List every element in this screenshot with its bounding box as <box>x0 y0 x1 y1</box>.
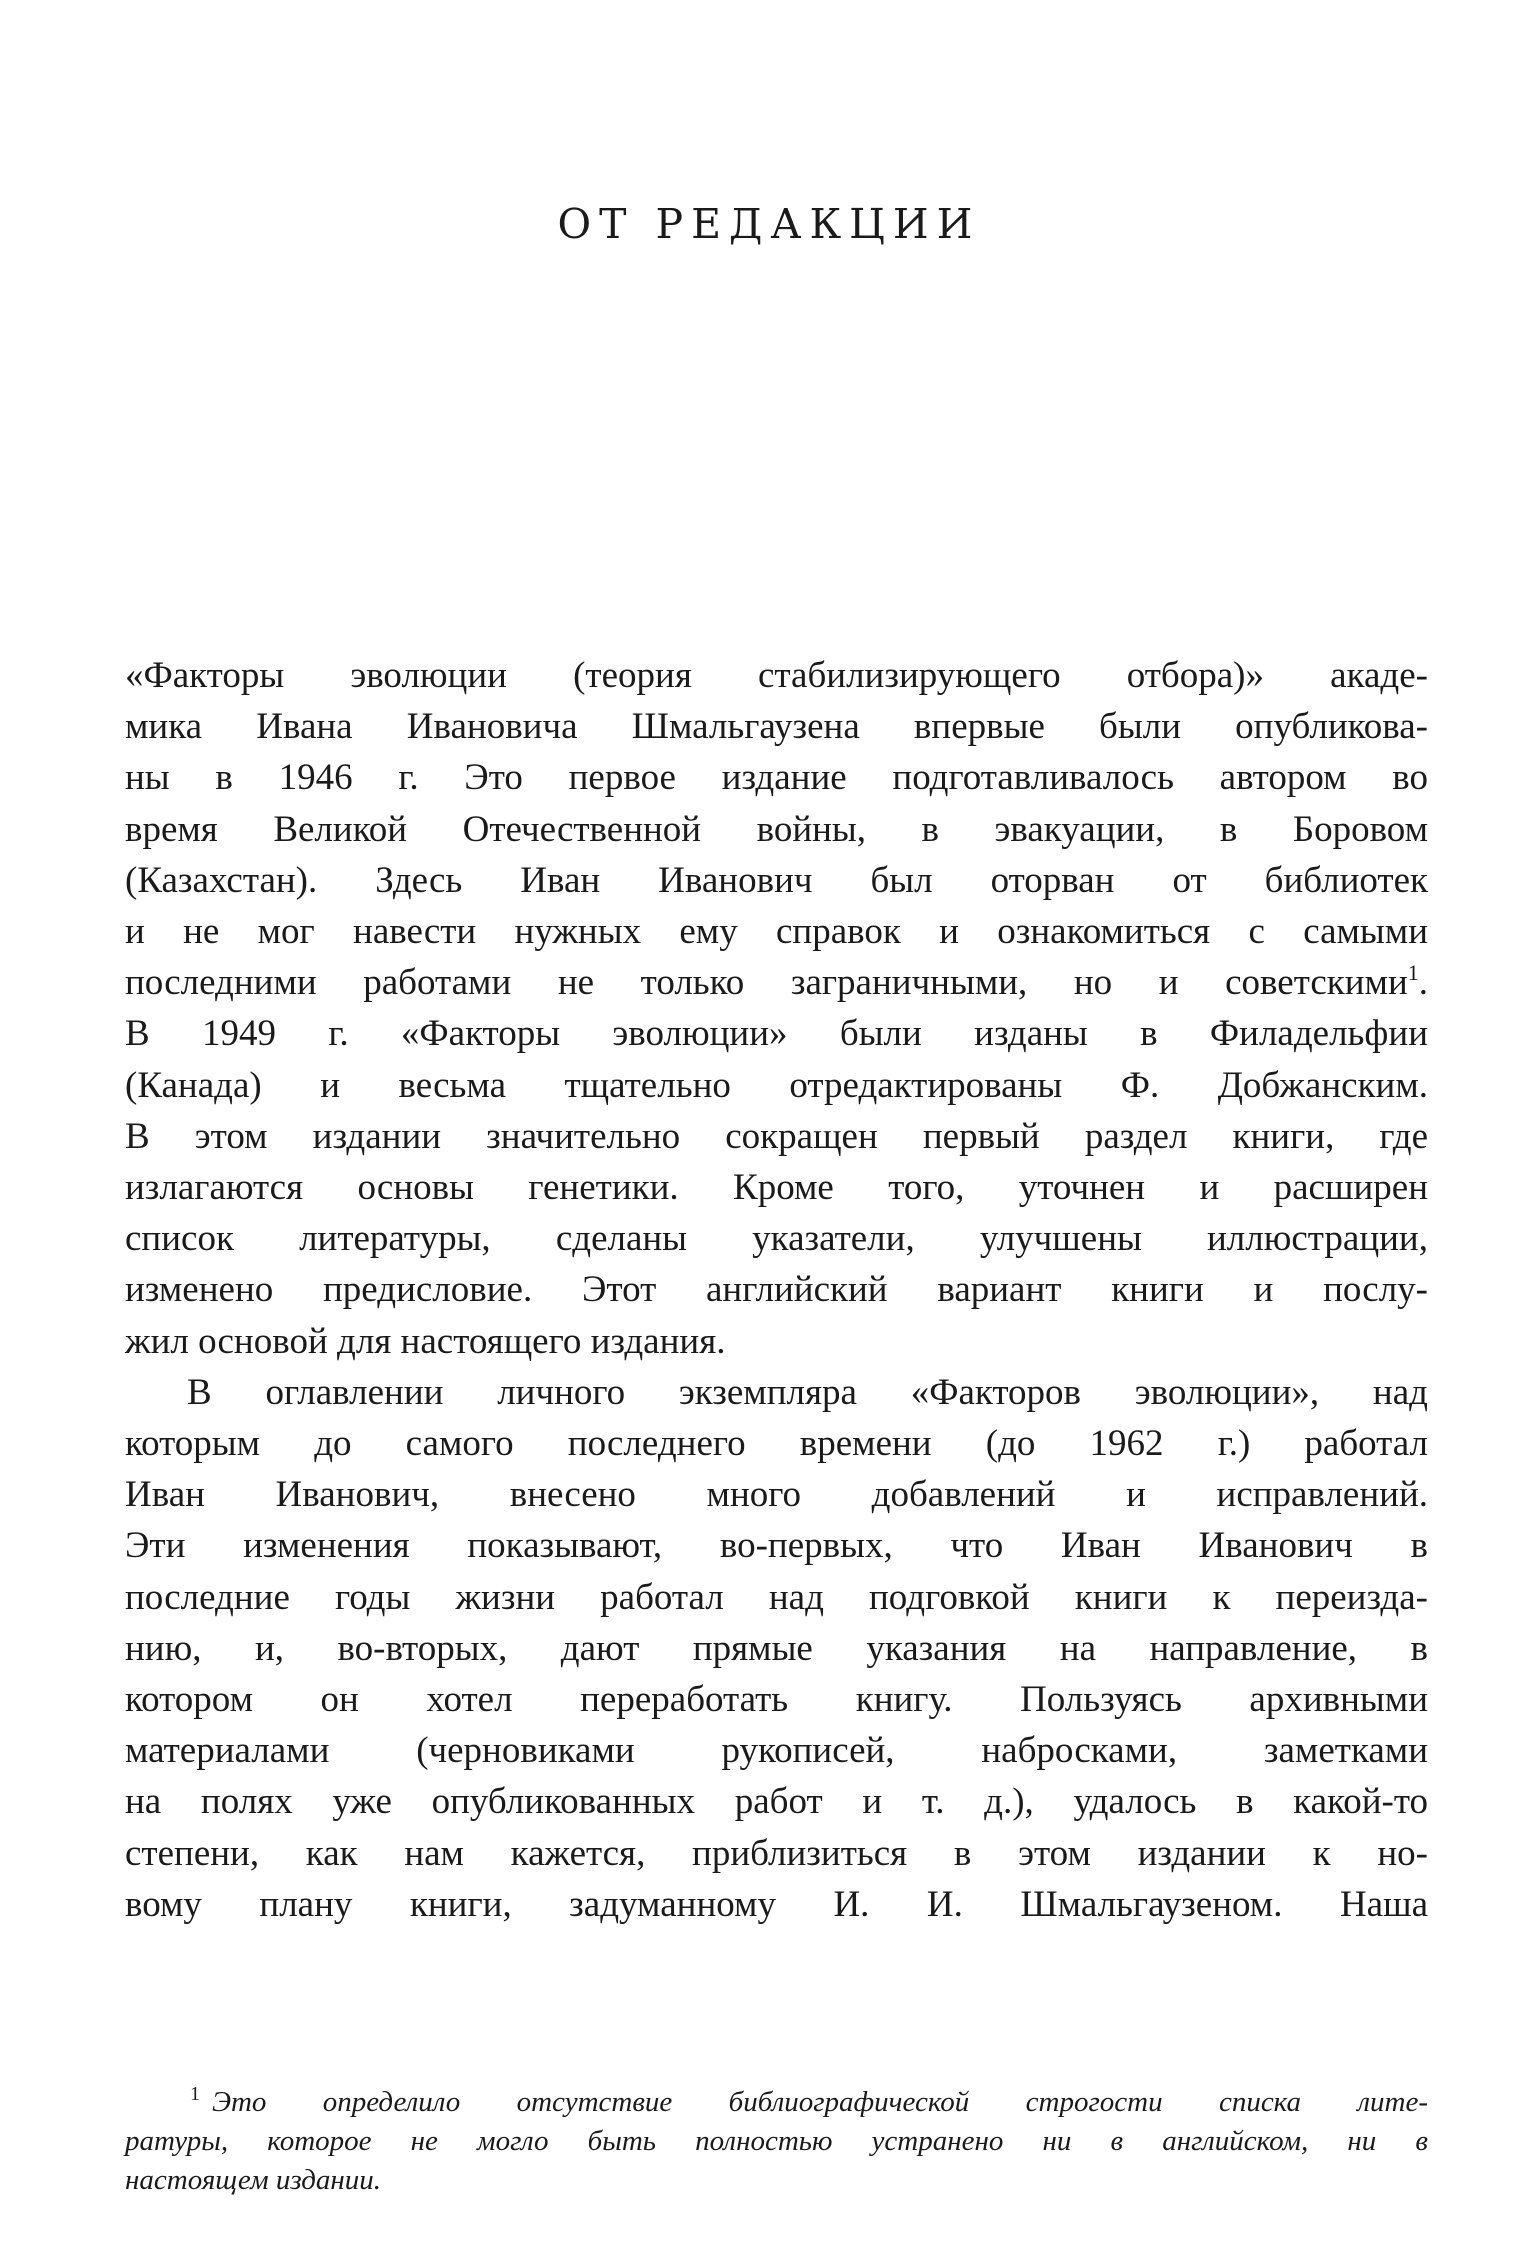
text-line-content: последними работами не только заграничными, но и советскими <box>125 962 1408 1004</box>
text-line: список литературы, сделаны указатели, улучшены иллюстрации, <box>125 1218 1428 1260</box>
footnote-line: настоящем издании. <box>125 2164 382 2196</box>
line-end-punctuation: . <box>1418 962 1428 1004</box>
text-line: нию, и, во-вторых, дают прямые указания на направление, в <box>125 1627 1428 1669</box>
text-line: последние годы жизни работал над подговкой книги к переизда- <box>125 1576 1428 1618</box>
footnote-number: 1 <box>190 2083 200 2105</box>
text-line: (Канада) и весьма тщательно отредактированы Ф. Добжанским. <box>125 1064 1428 1106</box>
text-line: Иван Иванович, внесено много добавлений и исправлений. <box>125 1474 1428 1516</box>
text-line: степени, как нам кажется, приблизиться в этом издании к но- <box>125 1832 1428 1874</box>
text-line: (Казахстан). Здесь Иван Иванович был оторван от библиотек <box>125 859 1428 901</box>
text-line: вому плану книги, задуманному И. И. Шмальгаузеном. Наша <box>125 1883 1428 1925</box>
footnote-reference: 1 <box>1407 960 1419 986</box>
text-line: изменено предисловие. Этот английский вариант книги и послу- <box>125 1269 1428 1311</box>
paragraph-2 <box>125 1367 1428 1930</box>
text-line: материалами (черновиками рукописей, набросками, заметками <box>125 1730 1428 1772</box>
text-line: на полях уже опубликованных работ и т. д.), удалось в какой-то <box>125 1781 1428 1823</box>
text-line: котором он хотел переработать книгу. Пользуясь архивными <box>125 1679 1428 1721</box>
text-line: ны в 1946 г. Это первое издание подготавливалось автором во <box>125 757 1428 799</box>
text-line: «Факторы эволюции (теория стабилизирующего отбора)» акаде- <box>125 655 1428 696</box>
text-line: В оглавлении личного экземпляра «Факторов эволюции», над <box>187 1371 1428 1413</box>
footnote <box>125 2083 1428 2200</box>
text-line: время Великой Отечественной войны, в эвакуации, в Боровом <box>125 808 1428 850</box>
text-line-with-footnote <box>125 957 1428 1008</box>
text-line: Эти изменения показывают, во-первых, что Иван Иванович в <box>125 1525 1428 1567</box>
footnote-line-content: Это определило отсутствие библиографической строгости списка лите- <box>212 2086 1428 2118</box>
text-line: В этом издании значительно сокращен первый раздел книги, где <box>125 1115 1428 1157</box>
footnote-line: ратуры, которое не могло быть полностью устранено ни в английском, ни в <box>125 2125 1428 2157</box>
text-line: мика Ивана Ивановича Шмальгаузена впервые были опубликова- <box>125 706 1428 748</box>
text-line: и не мог навести нужных ему справок и ознакомиться с самыми <box>125 911 1428 953</box>
text-line: В 1949 г. «Факторы эволюции» были изданы в Филадельфии <box>125 1013 1428 1055</box>
paragraph-1 <box>125 650 1428 1367</box>
text-line: которым до самого последнего времени (до 1962 г.) работал <box>125 1423 1428 1465</box>
page-title: ОТ РЕДАКЦИИ <box>557 200 981 248</box>
footnote-line <box>125 2083 1428 2122</box>
main-text <box>125 650 1428 1930</box>
text-line: излагаются основы генетики. Кроме того, уточнен и расширен <box>125 1167 1428 1209</box>
text-line: жил основой для настоящего издания. <box>125 1320 726 1362</box>
